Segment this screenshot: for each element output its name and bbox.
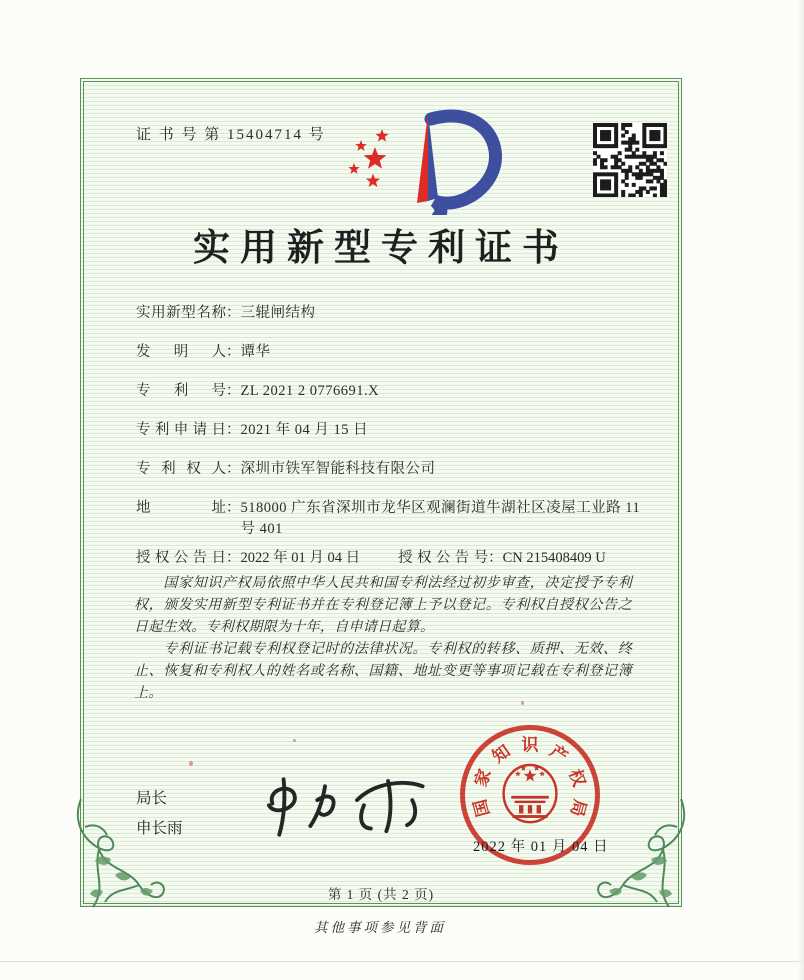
field-row-inventor (136, 342, 641, 363)
logo-p-bowl (431, 116, 495, 215)
field-row-name (136, 303, 641, 324)
field-label: 实用新型名称 (136, 305, 226, 321)
field-value: 2021 年 04 月 15 日 (240, 422, 369, 438)
field-colon: ： (226, 344, 241, 360)
legal-paragraph-2: 专利证书记载专利权登记时的法律状况。专利权的转移、质押、无效、终止、恢复和专利权人的姓名或名称、国籍、地址变更等事项记载在专利登记簿上。 (134, 642, 632, 701)
national-emblem-icon (497, 760, 563, 831)
seal-ring-char: 产 (546, 741, 572, 767)
grant-no-label: 授权公告号 (398, 550, 489, 566)
field-label: 专利号 (136, 383, 226, 399)
field-colon: ： (226, 383, 241, 399)
certificate-body (80, 78, 682, 907)
field-colon: ： (226, 550, 241, 566)
logo-wedge-red (417, 113, 428, 203)
field-label: 地址 (136, 500, 226, 516)
logo-stars-icon (348, 129, 388, 187)
grant-row (136, 548, 641, 569)
field-row-address (136, 498, 641, 540)
logo-wedge-blue (428, 113, 438, 201)
page-number: 第 1 页 (共 2 页) (327, 887, 435, 902)
scan-speck (521, 701, 524, 705)
qr-code (593, 123, 667, 197)
field-value: ZL 2021 2 0776691.X (240, 383, 380, 399)
field-colon: ： (488, 550, 503, 566)
grant-no-pair (398, 548, 606, 569)
legal-text (134, 573, 632, 705)
director-signature-icon (243, 767, 433, 847)
field-label: 发明人 (136, 344, 226, 360)
grant-no-value: CN 215408409 U (502, 550, 606, 566)
grant-date-value: 2022 年 01 月 04 日 (240, 550, 361, 566)
grant-date-label: 授权公告日 (136, 550, 226, 566)
scan-speck (189, 761, 193, 766)
legal-paragraph-1: 国家知识产权局依照中华人民共和国专利法经过初步审查，决定授予专利权，颁发实用新型专利证书并在专利登记簿上予以登记。专利权自授权公告之日起生效。专利权期限为十年，自申请日起算。 (134, 576, 632, 635)
officer-name: 申长雨 (136, 820, 183, 837)
field-colon: ： (226, 422, 241, 438)
seal-ring-char: 家 (471, 766, 495, 790)
seal-ring-char: 知 (488, 741, 514, 767)
officer-block (136, 784, 183, 844)
grant-date-pair (136, 548, 360, 569)
field-value: 三辊闸结构 (240, 305, 316, 321)
officer-title: 局长 (136, 790, 168, 807)
seal-ring-char: 权 (565, 766, 589, 790)
field-colon: ： (226, 305, 241, 321)
field-row-patent-no (136, 381, 641, 402)
field-list (136, 303, 641, 569)
field-value: 518000 广东省深圳市龙华区观澜街道牛湖社区凌屋工业路 11 号 401 (240, 500, 641, 537)
field-colon: ： (226, 461, 241, 477)
certificate-title: 实用新型专利证书 (193, 228, 569, 269)
seal-ring-char: 国 (470, 797, 494, 819)
field-value: 深圳市铁军智能科技有限公司 (240, 461, 436, 477)
seal-ring-char: 识 (521, 735, 539, 755)
scan-speck (293, 739, 296, 742)
field-value: 谭华 (240, 344, 271, 360)
field-colon: ： (226, 500, 241, 516)
field-row-filing-date (136, 420, 641, 441)
field-label: 专利权人 (136, 461, 226, 477)
seal-ring-char: 局 (566, 797, 590, 819)
back-note: 其他事项参见背面 (314, 920, 446, 935)
field-row-patentee (136, 459, 641, 480)
corner-flourish-right-icon (593, 797, 693, 922)
cnipa-logo-icon (331, 105, 511, 215)
field-label: 专利申请日 (136, 422, 226, 438)
paper-edge-shade (798, 0, 804, 980)
paper-edge-line (0, 961, 804, 962)
certificate-number: 证 书 号 第 15404714 号 (136, 127, 326, 143)
seal-date: 2022 年 01 月 04 日 (473, 839, 609, 855)
